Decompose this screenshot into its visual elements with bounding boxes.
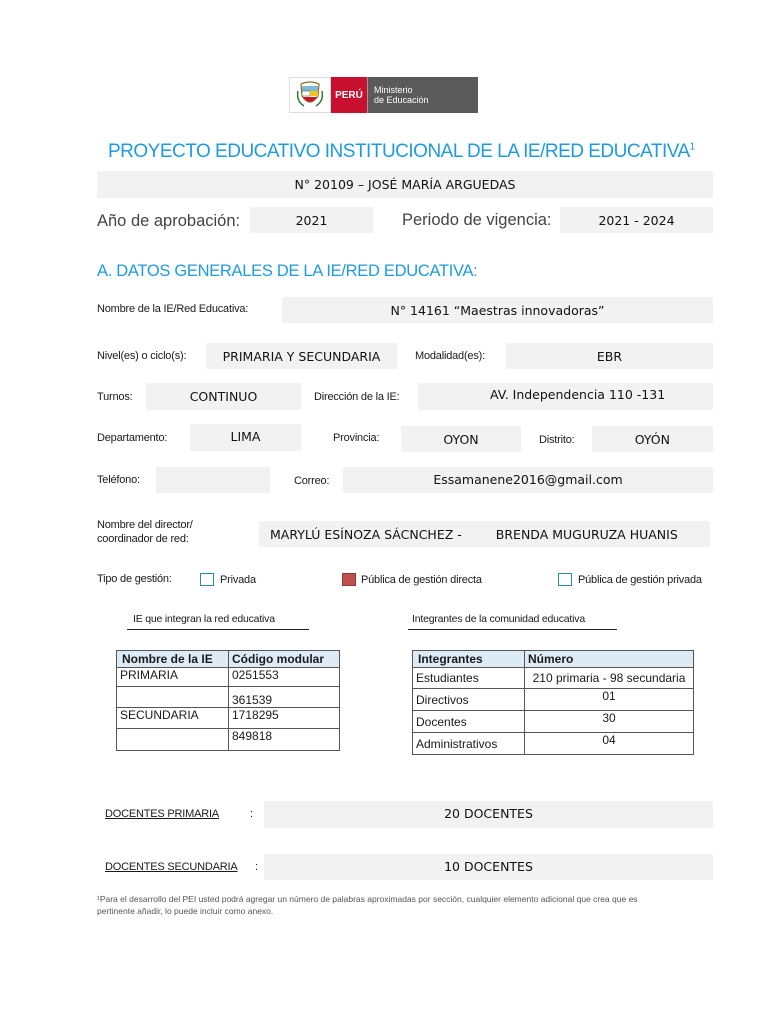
teachers-primary-label: DOCENTES PRIMARIA xyxy=(105,808,219,820)
title-text: PROYECTO EDUCATIVO INSTITUCIONAL DE LA IE/RED EDUCATIVA xyxy=(108,141,690,162)
title-footnote-mark: 1 xyxy=(689,141,695,153)
section-a-heading: A. DATOS GENERALES DE LA IE/RED EDUCATIVA: xyxy=(97,262,478,280)
table-row xyxy=(413,689,694,711)
table-cell: 849818 xyxy=(229,729,340,751)
table-row xyxy=(117,708,340,729)
coat-of-arms-icon xyxy=(289,77,331,113)
community-heading: Integrantes de la comunidad educativa xyxy=(412,613,585,625)
director-name-2: BRENDA MUGURUZA HUANIS xyxy=(495,526,678,542)
district-field: OYÓN xyxy=(592,426,713,452)
ie-name-label: Nombre de la IE/Red Educativa: xyxy=(97,303,249,315)
table-cell: 361539 xyxy=(229,687,340,708)
province-field: OYON xyxy=(401,426,521,452)
modality-label: Modalidad(es): xyxy=(415,350,485,362)
validity-label: Periodo de vigencia: xyxy=(402,211,552,229)
table-cell: SECUNDARIA xyxy=(117,708,229,729)
director-label-line-2: coordinador de red: xyxy=(97,533,189,545)
table-cell: 04 xyxy=(525,733,694,755)
address-label: Dirección de la IE: xyxy=(314,391,400,403)
table-header-cell: Nombre de la IE xyxy=(117,651,229,668)
checkbox-privada[interactable] xyxy=(200,573,214,586)
department-label: Departamento: xyxy=(97,432,168,444)
table-cell: Directivos xyxy=(413,689,525,711)
ministry-line-1: Ministerio xyxy=(374,85,413,95)
checkbox-publica-privada[interactable] xyxy=(558,573,572,586)
phone-field xyxy=(156,467,270,493)
teachers-primary-colon: : xyxy=(250,808,253,820)
table-row xyxy=(117,668,340,687)
network-ie-table xyxy=(116,650,340,751)
director-name-1: MARYLÚ ESÍNOZA SÁCNCHEZ - xyxy=(270,526,462,542)
table-row xyxy=(117,687,340,708)
option-publica-privada-label: Pública de gestión privada xyxy=(578,574,702,586)
approval-year-field: 2021 xyxy=(250,207,373,233)
ministry-line-2: de Educación xyxy=(374,95,429,105)
table-row xyxy=(117,729,340,751)
minedu-logo xyxy=(289,77,478,113)
shift-label: Turnos: xyxy=(97,391,133,403)
teachers-primary-field: 20 DOCENTES xyxy=(264,801,713,828)
phone-label: Teléfono: xyxy=(97,474,140,486)
management-type-label: Tipo de gestión: xyxy=(97,573,172,585)
table-cell: 30 xyxy=(525,711,694,733)
teachers-secondary-field: 10 DOCENTES xyxy=(264,854,713,880)
checkbox-publica-directa[interactable] xyxy=(342,573,356,586)
table-header-cell: Número xyxy=(525,651,694,668)
peru-label: PERÚ xyxy=(331,77,367,113)
table-cell: 0251553 xyxy=(229,668,340,687)
level-label: Nivel(es) o ciclo(s): xyxy=(97,350,187,362)
modality-field: EBR xyxy=(506,343,713,369)
community-underline xyxy=(408,629,617,630)
director-label-line-1: Nombre del director/ xyxy=(97,519,193,531)
table-header-cell: Código modular xyxy=(229,651,340,668)
level-field: PRIMARIA Y SECUNDARIA xyxy=(206,343,397,369)
community-table xyxy=(412,650,694,755)
table-header-row xyxy=(413,651,694,668)
table-header-row xyxy=(117,651,340,668)
validity-period-field: 2021 - 2024 xyxy=(560,207,713,233)
teachers-secondary-colon: : xyxy=(255,861,258,873)
page-title xyxy=(108,141,695,163)
table-cell: Estudiantes xyxy=(413,668,525,689)
table-cell: 210 primaria - 98 secundaria xyxy=(525,668,694,689)
option-privada-label: Privada xyxy=(220,574,256,586)
director-label xyxy=(97,518,193,546)
ie-name-field: N° 14161 “Maestras innovadoras” xyxy=(282,297,713,323)
table-row xyxy=(413,733,694,755)
network-ie-heading: IE que integran la red educativa xyxy=(133,613,275,625)
table-cell xyxy=(117,729,229,751)
option-publica-directa-label: Pública de gestión directa xyxy=(361,574,482,586)
ministry-label xyxy=(367,77,478,113)
province-label: Provincia: xyxy=(333,432,380,444)
footnote: ¹Para el desarrollo del PEI usted podrá agregar un número de palabras aproximadas por sección, cualquier elemento adicional que crea que es pertinente añadir, lo puede incluir como anexo. xyxy=(97,894,638,916)
email-label: Correo: xyxy=(294,475,330,487)
email-field: Essamanene2016@gmail.com xyxy=(343,467,713,493)
table-cell: PRIMARIA xyxy=(117,668,229,687)
shift-field: CONTINUO xyxy=(146,383,301,410)
teachers-secondary-label: DOCENTES SECUNDARIA xyxy=(105,861,238,873)
network-ie-underline xyxy=(127,629,309,630)
table-row xyxy=(413,668,694,689)
ie-number-field: N° 20109 – JOSÉ MARÍA ARGUEDAS xyxy=(97,171,713,198)
department-field: LIMA xyxy=(190,424,301,451)
district-label: Distrito: xyxy=(539,434,575,446)
table-cell xyxy=(117,687,229,708)
table-cell: Docentes xyxy=(413,711,525,733)
address-field: AV. Independencia 110 -131 xyxy=(418,383,713,410)
table-row xyxy=(413,711,694,733)
director-field xyxy=(259,521,710,547)
table-header-cell: Integrantes xyxy=(413,651,525,668)
table-cell: Administrativos xyxy=(413,733,525,755)
table-cell: 1718295 xyxy=(229,708,340,729)
table-cell: 01 xyxy=(525,689,694,711)
approval-label: Año de aprobación: xyxy=(97,212,241,230)
